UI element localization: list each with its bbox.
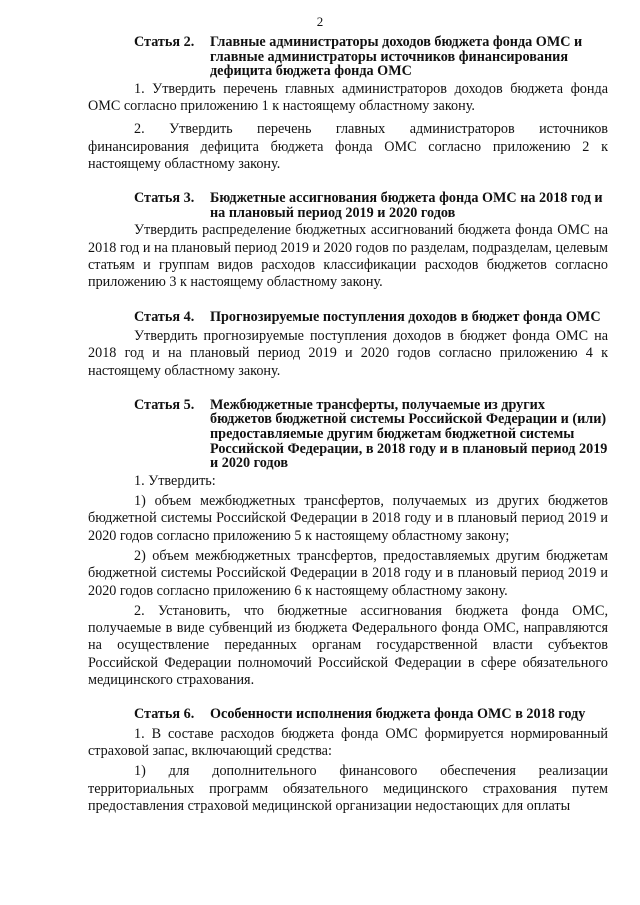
paragraph: 1) объем межбюджетных трансфертов, получаемых из других бюджетов бюджетной системы Российской Федерации в 2018 году и в плановый период 2019 и 2020 годов согласно приложению 5 к настоящему областному закону; [88, 493, 608, 544]
article-title: Особенности исполнения бюджета фонда ОМС в 2018 году [210, 706, 586, 723]
article-title: Бюджетные ассигнования бюджета фонда ОМС на 2018 год и на плановый период 2019 и 2020 годов [210, 190, 603, 221]
article-3 [88, 190, 608, 291]
article-number: Статья 6. [134, 706, 195, 723]
article-heading [134, 34, 608, 79]
article-2 [88, 34, 608, 173]
article-number: Статья 5. [134, 396, 195, 413]
article-4 [88, 309, 608, 380]
paragraph: 2. Утвердить перечень главных администраторов источников финансирования дефицита бюджета фонда ОМС согласно приложению 2 к настоящему областному закону. [88, 121, 608, 172]
paragraph: 1. Утвердить перечень главных администраторов доходов бюджета фонда ОМС согласно приложению 1 к настоящему областному закону. [88, 80, 608, 115]
paragraph: 2. Установить, что бюджетные ассигнования бюджета фонда ОМС, получаемые в виде субвенций из бюджета Федерального фонда ОМС, направляются на осуществление переданных органам государственной власти субъектов Российской Федерации полномочий Российской Федерации в сфере обязательного медицинского страхования. [88, 602, 608, 689]
article-number: Статья 2. [134, 34, 195, 50]
page-number: 2 [316, 14, 324, 29]
paragraph: 2) объем межбюджетных трансфертов, предоставляемых другим бюджетам бюджетной системы Российской Федерации в 2018 году и в плановый период 2019 и 2020 годов согласно приложению 6 к настоящему областному закону. [88, 547, 608, 599]
paragraph: 1) для дополнительного финансового обеспечения реализации территориальных программ обязательного медицинского страхования путем предоставления страховой медицинской организации недостающих для оплаты [88, 763, 608, 814]
paragraph: 1. Утвердить: [134, 472, 216, 489]
article-number: Статья 4. [134, 308, 195, 325]
article-number: Статья 3. [134, 190, 195, 207]
article-heading [134, 706, 608, 723]
document-body [88, 34, 608, 832]
article-heading [134, 309, 608, 326]
article-title: Главные администраторы доходов бюджета фонда ОМС и главные администраторы источников финансирования дефицита бюджета фонда ОМС [210, 34, 583, 80]
article-heading [134, 397, 608, 471]
paragraph: 1. В составе расходов бюджета фонда ОМС формируется нормированный страховой запас, включающий средства: [88, 725, 608, 759]
article-6 [88, 706, 608, 815]
article-heading [134, 190, 608, 220]
article-title: Прогнозируемые поступления доходов в бюджет фонда ОМС [210, 308, 601, 325]
article-5 [88, 397, 608, 690]
paragraph: Утвердить распределение бюджетных ассигнований бюджета фонда ОМС на 2018 год и на плановый период 2019 и 2020 годов по разделам, подразделам, целевым статьям и группам видов расходов классификации расходов бюджетов согласно приложению 3 к настоящему областному закону. [88, 222, 608, 291]
article-title: Межбюджетные трансферты, получаемые из других бюджетов бюджетной системы Российской Федерации и (или) предоставляемые другим бюджетам бюджетной системы Российской Федерации, в 2018 году и в плановый период 2019 и 2020 годов [210, 396, 608, 472]
paragraph: Утвердить прогнозируемые поступления доходов в бюджет фонда ОМС на 2018 год и на плановый период 2019 и 2020 годов согласно приложению 4 к настоящему областному закону. [88, 327, 608, 379]
